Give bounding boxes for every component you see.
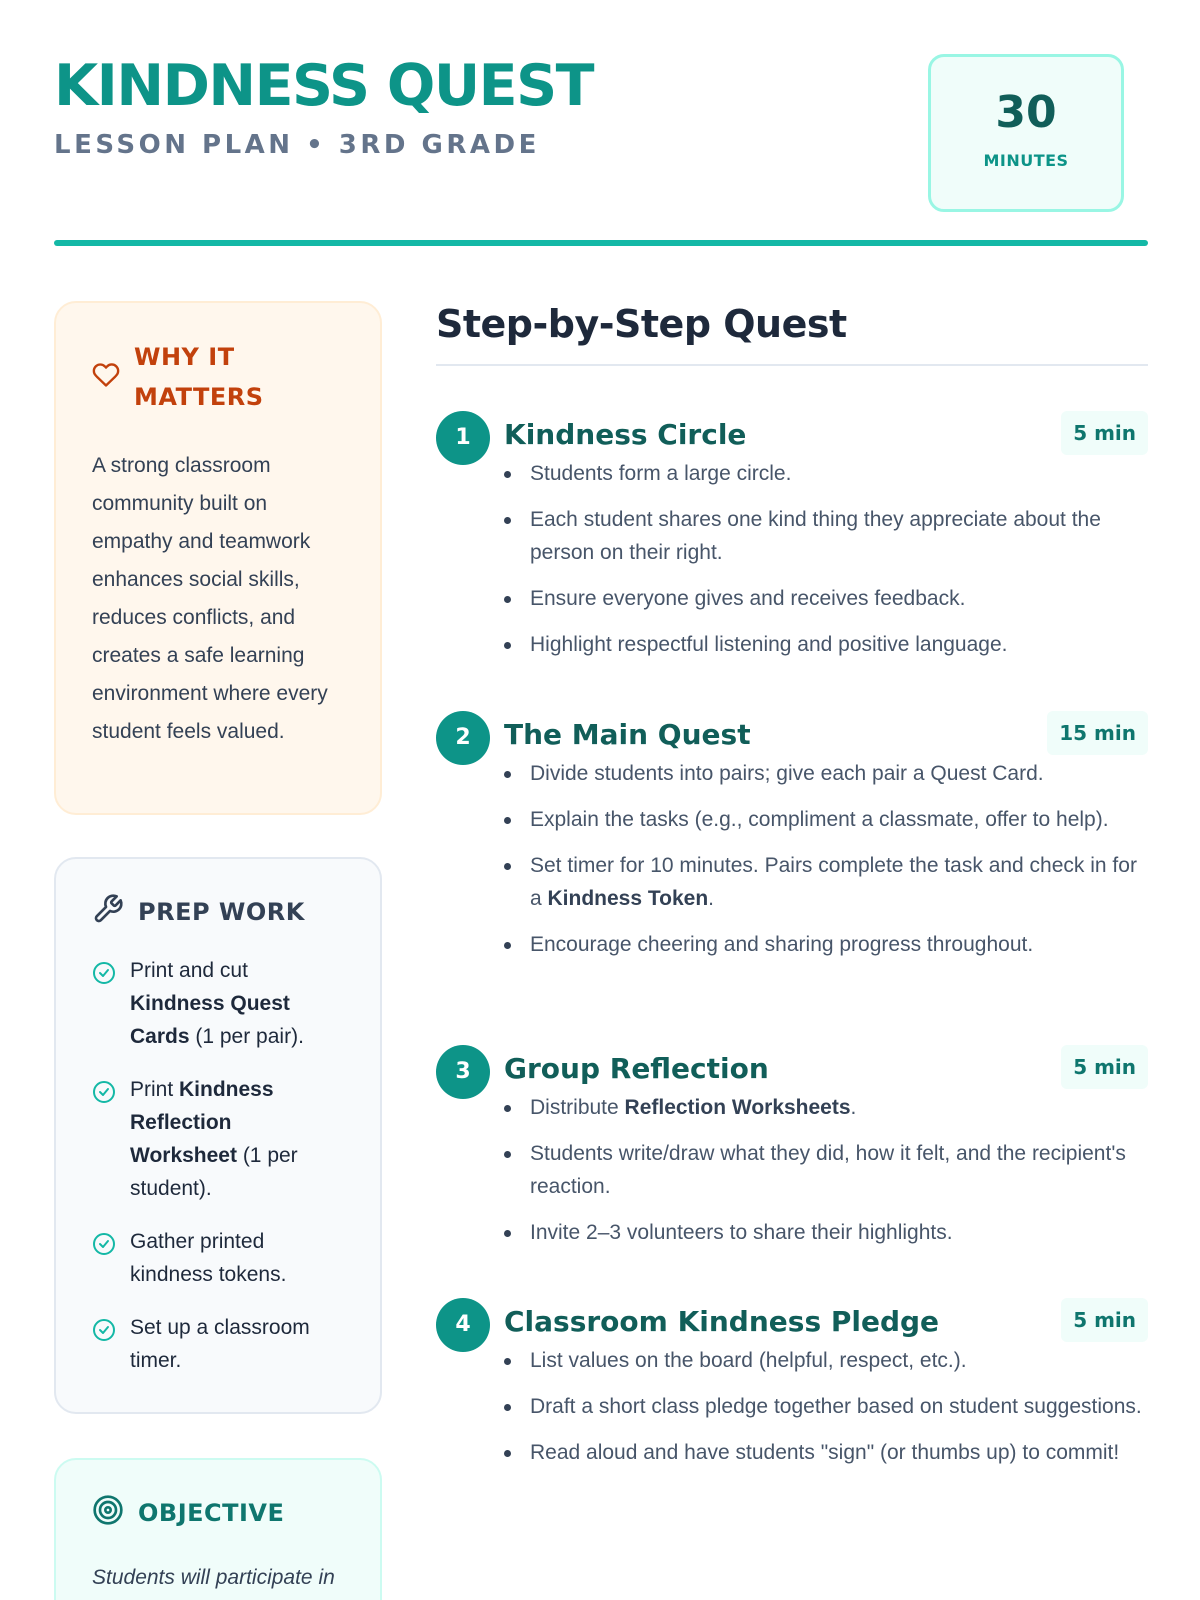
step-bullet: Students write/draw what they did, how it felt, and the recipient's reaction.: [504, 1137, 1148, 1203]
check-circle-icon: [92, 961, 116, 985]
step-bullet: Students form a large circle.: [504, 457, 1148, 490]
step-duration-badge: 5 min: [1061, 1045, 1148, 1089]
step-duration-badge: 5 min: [1061, 411, 1148, 455]
step-bullet: Distribute Reflection Worksheets.: [504, 1091, 1148, 1124]
step-bullet: Highlight respectful listening and positive language.: [504, 628, 1148, 661]
step-bullet: Set timer for 10 minutes. Pairs complete the task and check in for a Kindness Token.: [504, 849, 1148, 915]
step-bullet: Divide students into pairs; give each pair a Quest Card.: [504, 757, 1148, 790]
why-card-header: [92, 337, 344, 417]
duration-box: [928, 54, 1124, 212]
step-bullet: Read aloud and have students "sign" (or thumbs up) to commit!: [504, 1436, 1148, 1469]
page-title: KINDNESS QUEST: [54, 53, 594, 119]
prep-item: Print Kindness Reflection Worksheet (1 per student).: [92, 1073, 344, 1205]
duration-unit: MINUTES: [983, 151, 1069, 170]
check-circle-icon: [92, 1232, 116, 1256]
step-bullets: [504, 757, 1148, 974]
step-number: 1: [436, 411, 490, 465]
prep-item: Gather printed kindness tokens.: [92, 1225, 344, 1291]
page-subtitle: LESSON PLAN • 3RD GRADE: [54, 130, 540, 160]
prep-item: Print and cut Kindness Quest Cards (1 per pair).: [92, 954, 344, 1053]
step-duration-badge: 5 min: [1061, 1298, 1148, 1342]
step-duration-badge: 15 min: [1047, 711, 1148, 755]
step-title: Classroom Kindness Pledge: [504, 1305, 940, 1338]
objective-card-title: OBJECTIVE: [138, 1498, 285, 1527]
step-title: The Main Quest: [504, 718, 751, 751]
step-bullet: Invite 2–3 volunteers to share their highlights.: [504, 1216, 1148, 1249]
step-bullet: Draft a short class pledge together based on student suggestions.: [504, 1390, 1148, 1423]
main-column: [436, 300, 1148, 366]
prep-work-card: [54, 857, 382, 1414]
why-card-body: A strong classroom community built on empathy and teamwork enhances social skills, reduces conflicts, and creates a safe learning environment where every student feels valued.: [92, 454, 328, 743]
main-title: Step-by-Step Quest: [436, 300, 1148, 366]
prep-card-title: PREP WORK: [138, 897, 305, 926]
target-icon: [92, 1494, 138, 1531]
step-title: Kindness Circle: [504, 418, 747, 451]
objective-card: [54, 1458, 382, 1600]
step-bullet: Ensure everyone gives and receives feedback.: [504, 582, 1148, 615]
step-bullet: Encourage cheering and sharing progress throughout.: [504, 928, 1148, 961]
step-bullets: [504, 457, 1148, 674]
objective-card-header: [92, 1494, 344, 1531]
step-title: Group Reflection: [504, 1052, 769, 1085]
heart-icon: [92, 361, 134, 394]
step-bullet: Each student shares one kind thing they appreciate about the person on their right.: [504, 503, 1148, 569]
step-bullets: [504, 1344, 1148, 1482]
page-header: [54, 52, 1148, 170]
wrench-icon: [92, 893, 138, 930]
header-divider: [54, 240, 1148, 246]
step-number: 3: [436, 1045, 490, 1099]
why-card-title: WHY IT MATTERS: [134, 343, 264, 411]
prep-list: [92, 954, 344, 1377]
duration-value: 30: [995, 87, 1057, 138]
prep-card-header: [92, 893, 344, 930]
step-bullet: List values on the board (helpful, respect, etc.).: [504, 1344, 1148, 1377]
check-circle-icon: [92, 1318, 116, 1342]
step-bullets: [504, 1091, 1148, 1262]
prep-item: Set up a classroom timer.: [92, 1311, 344, 1377]
step-bullet: Explain the tasks (e.g., compliment a classmate, offer to help).: [504, 803, 1148, 836]
step-number: 4: [436, 1298, 490, 1352]
why-it-matters-card: [54, 301, 382, 815]
objective-card-body: Students will participate in: [92, 1566, 335, 1589]
step-number: 2: [436, 711, 490, 765]
check-circle-icon: [92, 1080, 116, 1104]
